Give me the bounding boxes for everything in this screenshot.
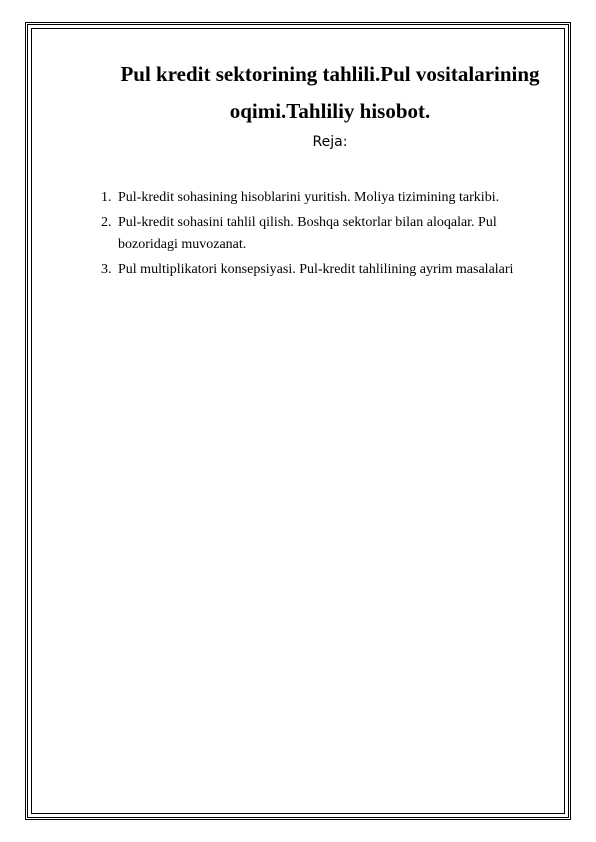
plan-heading: Reja: [312,134,348,150]
document-title: Pul kredit sektorining tahlili.Pul vositalarining oqimi.Tahliliy hisobot. [120,62,540,123]
plan-item-text: Pul multiplikatori konsepsiyasi. Pul-kredit tahlilining ayrim masalalari [118,261,514,277]
plan-item [97,259,537,282]
plan-item-number: 3. [101,261,112,277]
plan-item-number: 2. [101,214,112,230]
plan-item-number: 1. [101,190,112,205]
plan-item-text: Pul-kredit sohasining hisoblarini yuritish. Moliya tizimining tarkibi. [118,190,500,205]
plan-item-text: Pul-kredit sohasini tahlil qilish. Boshqa sektorlar bilan aloqalar. Pul bozoridagi muvozanat. [118,214,497,252]
plan-item [97,187,537,210]
plan-item [97,212,537,257]
plan-list [97,187,537,283]
